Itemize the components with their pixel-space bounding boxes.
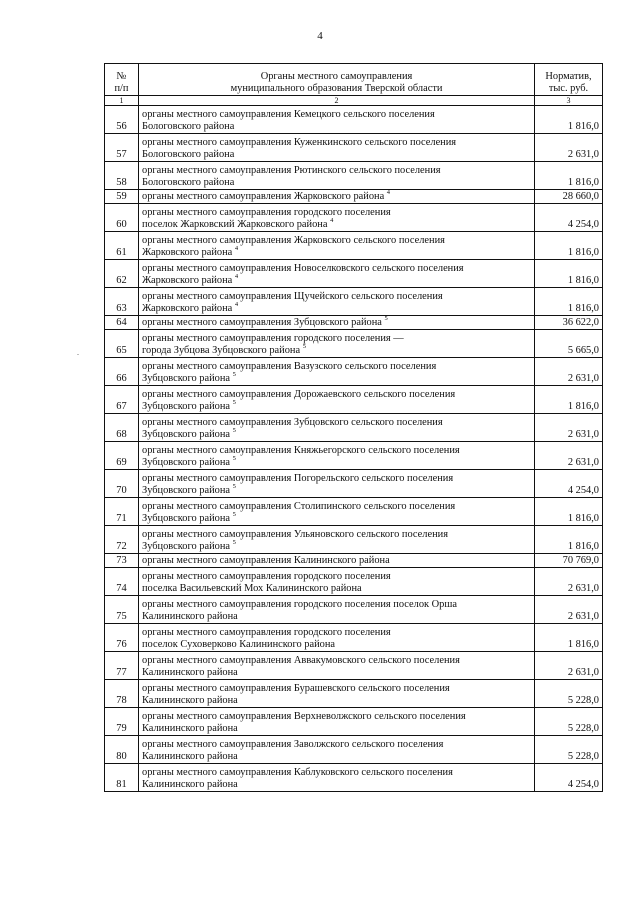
row-number: 61 (105, 232, 139, 260)
footnote-marker: 5 (384, 315, 388, 322)
table-row (105, 526, 603, 554)
table-row (105, 386, 603, 414)
row-organization (139, 764, 535, 792)
table-row (105, 316, 603, 330)
row-number: 68 (105, 414, 139, 442)
row-norm-value: 5 228,0 (535, 708, 603, 736)
organization-line-1 (142, 711, 531, 723)
organization-line-1-text: органы местного самоуправления Новоселковского сельского поселения (142, 263, 464, 274)
footnote-marker: 5 (232, 511, 236, 518)
table-row (105, 414, 603, 442)
footnote-marker: 5 (232, 483, 236, 490)
organization-line-2 (142, 247, 531, 259)
organization-line-2 (142, 485, 531, 497)
row-organization (139, 358, 535, 386)
organization-line-1-text: органы местного самоуправления Жарковского района (142, 191, 385, 202)
organization-line-1-text: органы местного самоуправления Вазузского сельского поселения (142, 361, 437, 372)
organization-line-2 (142, 513, 531, 525)
row-norm-value: 1 816,0 (535, 232, 603, 260)
table-row (105, 596, 603, 624)
table-row (105, 288, 603, 316)
table-row (105, 736, 603, 764)
row-organization (139, 204, 535, 232)
row-number: 63 (105, 288, 139, 316)
column-index: 2 (139, 96, 535, 106)
footnote-marker: 4 (234, 273, 239, 280)
header-name (139, 64, 535, 96)
organization-line-1 (142, 473, 531, 485)
organization-line-2-text: Калининского района (142, 723, 238, 734)
organization-line-1 (142, 317, 531, 329)
table-row (105, 554, 603, 568)
organization-line-2-text: Калининского района (142, 667, 238, 678)
header-number (105, 64, 139, 96)
organization-line-1 (142, 137, 531, 149)
row-norm-value: 2 631,0 (535, 442, 603, 470)
row-norm-value: 1 816,0 (535, 624, 603, 652)
organization-line-2 (142, 611, 531, 623)
header-value (535, 64, 603, 96)
table-row (105, 260, 603, 288)
organization-line-1 (142, 333, 531, 345)
header-number-text: № п/п (114, 71, 129, 94)
table-body (105, 106, 603, 792)
organization-line-2 (142, 639, 531, 651)
table-row (105, 470, 603, 498)
organization-line-1-text: органы местного самоуправления Ульяновского сельского поселения (142, 529, 448, 540)
row-number: 66 (105, 358, 139, 386)
row-number: 81 (105, 764, 139, 792)
organization-line-1 (142, 191, 531, 203)
row-norm-value: 1 816,0 (535, 526, 603, 554)
table-row (105, 106, 603, 134)
row-organization (139, 624, 535, 652)
organization-line-1-text: органы местного самоуправления городского поселения поселок Орша (142, 599, 457, 610)
organization-line-1 (142, 417, 531, 429)
row-norm-value: 70 769,0 (535, 554, 603, 568)
organization-line-1 (142, 571, 531, 583)
organization-line-2-text: Бологовского района (142, 121, 235, 132)
organization-line-1 (142, 555, 531, 567)
organization-line-1 (142, 165, 531, 177)
margin-mark: . (77, 348, 79, 357)
row-organization (139, 568, 535, 596)
row-number: 79 (105, 708, 139, 736)
organization-line-1 (142, 263, 531, 275)
organization-line-2 (142, 149, 531, 161)
table-row (105, 162, 603, 190)
organization-line-1-text: органы местного самоуправления Жарковского сельского поселения (142, 235, 445, 246)
row-number: 67 (105, 386, 139, 414)
footnote-marker: 5 (232, 371, 236, 378)
table-row (105, 764, 603, 792)
organization-line-1-text: органы местного самоуправления городского поселения (142, 207, 391, 218)
norms-table (104, 63, 603, 792)
organization-line-1 (142, 361, 531, 373)
row-organization (139, 232, 535, 260)
row-number: 64 (105, 316, 139, 330)
organization-line-2 (142, 401, 531, 413)
row-norm-value: 1 816,0 (535, 260, 603, 288)
organization-line-1-text: органы местного самоуправления городского поселения (142, 571, 391, 582)
row-number: 56 (105, 106, 139, 134)
row-norm-value: 1 816,0 (535, 288, 603, 316)
row-number: 75 (105, 596, 139, 624)
row-number: 60 (105, 204, 139, 232)
organization-line-1-text: органы местного самоуправления Заволжского сельского поселения (142, 739, 444, 750)
organization-line-1 (142, 445, 531, 457)
footnote-marker: 4 (386, 189, 391, 196)
organization-line-2-text: Жарковского района (142, 275, 233, 286)
column-index: 3 (535, 96, 603, 106)
footnote-marker: 4 (330, 217, 334, 224)
footnote-marker: 4 (234, 301, 239, 308)
organization-line-1 (142, 767, 531, 779)
organization-line-2-text: Калининского района (142, 611, 238, 622)
organization-line-2-text: Зубцовского района (142, 485, 231, 496)
organization-line-1 (142, 655, 531, 667)
row-number: 70 (105, 470, 139, 498)
organization-line-2-text: Зубцовского района (142, 513, 231, 524)
row-organization (139, 442, 535, 470)
organization-line-1-text: органы местного самоуправления Бурашевского сельского поселения (142, 683, 450, 694)
row-organization (139, 652, 535, 680)
organization-line-2-text: поселка Васильевский Мох Калининского района (142, 583, 362, 594)
organization-line-1-text: органы местного самоуправления Аввакумовского сельского поселения (142, 655, 460, 666)
organization-line-2-text: Жарковского района (142, 247, 233, 258)
header-row (105, 64, 603, 96)
organization-line-2 (142, 779, 531, 791)
row-norm-value: 5 228,0 (535, 680, 603, 708)
organization-line-1 (142, 109, 531, 121)
column-index: 1 (105, 96, 139, 106)
organization-line-1-text: органы местного самоуправления Дорожаевского сельского поселения (142, 389, 456, 400)
footnote-marker: 5 (232, 427, 236, 434)
row-organization (139, 596, 535, 624)
organization-line-2 (142, 583, 531, 595)
row-organization (139, 708, 535, 736)
row-norm-value: 4 254,0 (535, 764, 603, 792)
organization-line-1-text: органы местного самоуправления Куженкинского сельского поселения (142, 137, 457, 148)
table-row (105, 498, 603, 526)
organization-line-2-text: города Зубцова Зубцовского района (142, 345, 301, 356)
organization-line-1-text: органы местного самоуправления городского поселения — (142, 333, 404, 344)
row-number: 71 (105, 498, 139, 526)
row-norm-value: 4 254,0 (535, 470, 603, 498)
table-row (105, 358, 603, 386)
organization-line-1 (142, 207, 531, 219)
row-number: 62 (105, 260, 139, 288)
table-row (105, 568, 603, 596)
footnote-marker: 5 (232, 399, 236, 406)
row-norm-value: 36 622,0 (535, 316, 603, 330)
row-number: 58 (105, 162, 139, 190)
organization-line-1 (142, 739, 531, 751)
row-organization (139, 386, 535, 414)
row-number: 65 (105, 330, 139, 358)
organization-line-2-text: Зубцовского района (142, 401, 231, 412)
organization-line-1-text: органы местного самоуправления городского поселения (142, 627, 391, 638)
row-organization (139, 680, 535, 708)
row-organization (139, 526, 535, 554)
table-row (105, 232, 603, 260)
organization-line-1 (142, 235, 531, 247)
row-norm-value: 2 631,0 (535, 358, 603, 386)
organization-line-2 (142, 429, 531, 441)
row-norm-value: 2 631,0 (535, 414, 603, 442)
organization-line-2 (142, 345, 531, 357)
organization-line-1 (142, 529, 531, 541)
row-organization (139, 498, 535, 526)
organization-line-2 (142, 219, 531, 231)
row-number: 76 (105, 624, 139, 652)
row-norm-value: 28 660,0 (535, 190, 603, 204)
row-organization (139, 330, 535, 358)
row-norm-value: 2 631,0 (535, 596, 603, 624)
organization-line-2 (142, 723, 531, 735)
organization-line-2-text: поселок Жарковский Жарковского района (142, 219, 328, 230)
row-organization (139, 554, 535, 568)
row-norm-value: 1 816,0 (535, 386, 603, 414)
organization-line-2-text: Зубцовского района (142, 429, 231, 440)
organization-line-1 (142, 599, 531, 611)
organization-line-2 (142, 121, 531, 133)
row-norm-value: 1 816,0 (535, 498, 603, 526)
organization-line-1-text: органы местного самоуправления Каблуковского сельского поселения (142, 767, 453, 778)
row-number: 77 (105, 652, 139, 680)
row-organization (139, 288, 535, 316)
table-row (105, 652, 603, 680)
table-row (105, 134, 603, 162)
footnote-marker: 5 (232, 539, 236, 546)
organization-line-1-text: органы местного самоуправления Зубцовского сельского поселения (142, 417, 443, 428)
organization-line-2 (142, 541, 531, 553)
row-number: 78 (105, 680, 139, 708)
row-number: 73 (105, 554, 139, 568)
table-row (105, 624, 603, 652)
organization-line-2-text: Зубцовского района (142, 541, 231, 552)
header-value-text: Норматив, тыс. руб. (545, 71, 592, 94)
organization-line-2 (142, 373, 531, 385)
organization-line-2 (142, 275, 531, 287)
table-row (105, 204, 603, 232)
organization-line-1 (142, 627, 531, 639)
row-number: 74 (105, 568, 139, 596)
page-number: 4 (317, 30, 323, 42)
row-organization (139, 736, 535, 764)
organization-line-2-text: Калининского района (142, 779, 238, 790)
table-row (105, 442, 603, 470)
organization-line-2-text: поселок Суховерково Калининского района (142, 639, 336, 650)
table-row (105, 190, 603, 204)
organization-line-2-text: Жарковского района (142, 303, 233, 314)
organization-line-1-text: органы местного самоуправления Кемецкого сельского поселения (142, 109, 435, 120)
row-norm-value: 4 254,0 (535, 204, 603, 232)
row-norm-value: 2 631,0 (535, 652, 603, 680)
row-norm-value: 1 816,0 (535, 162, 603, 190)
organization-line-2 (142, 695, 531, 707)
organization-line-2 (142, 303, 531, 315)
table-row (105, 708, 603, 736)
row-organization (139, 316, 535, 330)
organization-line-1-text: органы местного самоуправления Княжьегорского сельского поселения (142, 445, 460, 456)
footnote-marker: 5 (232, 455, 236, 462)
row-number: 57 (105, 134, 139, 162)
organization-line-1-text: органы местного самоуправления Калининского района (142, 555, 390, 566)
organization-line-1-text: органы местного самоуправления Зубцовского района (142, 317, 382, 328)
organization-line-2 (142, 751, 531, 763)
table-row (105, 680, 603, 708)
row-organization (139, 414, 535, 442)
organization-line-2 (142, 457, 531, 469)
organization-line-1 (142, 501, 531, 513)
organization-line-1-text: органы местного самоуправления Щучейского сельского поселения (142, 291, 443, 302)
organization-line-1-text: органы местного самоуправления Верхневолжского сельского поселения (142, 711, 466, 722)
row-organization (139, 260, 535, 288)
organization-line-2-text: Бологовского района (142, 149, 235, 160)
organization-line-1-text: органы местного самоуправления Столипинского сельского поселения (142, 501, 456, 512)
column-index-row (105, 96, 603, 106)
organization-line-1 (142, 389, 531, 401)
row-number: 80 (105, 736, 139, 764)
organization-line-1 (142, 683, 531, 695)
header-name-text: Органы местного самоуправления муниципального образования Тверской области (230, 71, 443, 94)
row-organization (139, 162, 535, 190)
footnote-marker: 4 (234, 245, 239, 252)
footnote-marker: 5 (302, 343, 306, 350)
organization-line-2-text: Калининского района (142, 695, 238, 706)
row-organization (139, 470, 535, 498)
organization-line-1-text: органы местного самоуправления Рютинского сельского поселения (142, 165, 441, 176)
organization-line-1 (142, 291, 531, 303)
row-norm-value: 1 816,0 (535, 106, 603, 134)
organization-line-2-text: Зубцовского района (142, 457, 231, 468)
row-number: 59 (105, 190, 139, 204)
row-organization (139, 190, 535, 204)
organization-line-2 (142, 667, 531, 679)
row-norm-value: 5 228,0 (535, 736, 603, 764)
organization-line-2 (142, 177, 531, 189)
organization-line-1-text: органы местного самоуправления Погорельского сельского поселения (142, 473, 454, 484)
row-number: 72 (105, 526, 139, 554)
row-norm-value: 2 631,0 (535, 134, 603, 162)
organization-line-2-text: Бологовского района (142, 177, 235, 188)
row-norm-value: 5 665,0 (535, 330, 603, 358)
organization-line-2-text: Калининского района (142, 751, 238, 762)
row-norm-value: 2 631,0 (535, 568, 603, 596)
row-organization (139, 134, 535, 162)
organization-line-2-text: Зубцовского района (142, 373, 231, 384)
row-number: 69 (105, 442, 139, 470)
row-organization (139, 106, 535, 134)
table-row (105, 330, 603, 358)
